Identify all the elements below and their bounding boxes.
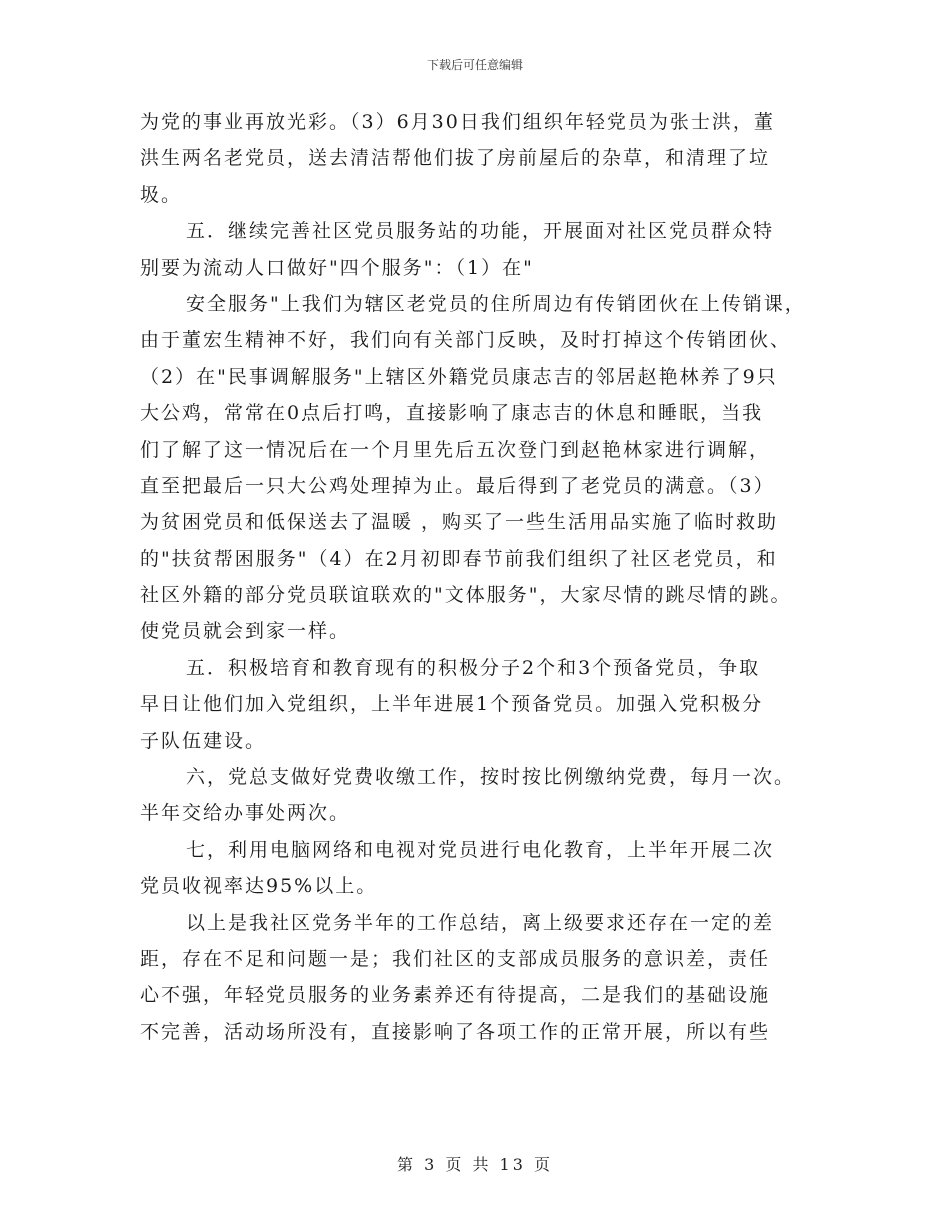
- page-header-note: 下载后可任意编辑: [426, 58, 523, 72]
- text-line: 为贫困党员和低保送去了温暖 ，购买了一些生活用品实施了临时救助: [140, 511, 779, 534]
- text-line: 社区外籍的部分党员联谊联欢的"文体服务"，大家尽情的跳尽情的跳。: [140, 584, 792, 607]
- text-line: 大公鸡，常常在0点后打鸣，直接影响了康志吉的休息和睡眠，当我: [140, 402, 764, 425]
- page-number: 第 3 页 共 13 页: [397, 1155, 553, 1174]
- text-line: 早日让他们加入党组织，上半年进展1个预备党员。加强入党积极分: [140, 693, 764, 716]
- text-line: 心不强，年轻党员服务的业务素养还有待提高，二是我们的基础设施: [140, 984, 771, 1007]
- text-line: 由于董宏生精神不好，我们向有关部门反映，及时打掉这个传销团伙、: [140, 329, 792, 352]
- text-line: 使党员就会到家一样。: [140, 620, 351, 643]
- text-line: 洪生两名老党员，送去清洁帮他们拔了房前屋后的杂草，和清理了垃: [140, 147, 771, 170]
- text-line: 距，存在不足和问题一是；我们社区的支部成员服务的意识差，责任: [140, 947, 771, 970]
- text-line: 为党的事业再放光彩。（3）6月30日我们组织年轻党员为张士洪，董: [140, 111, 775, 133]
- text-line: 以上是我社区党务半年的工作总结，离上级要求还存在一定的差: [186, 911, 775, 934]
- text-line: 们了解了这一情况后在一个月里先后五次登门到赵艳林家进行调解，: [140, 438, 771, 461]
- text-line: 子队伍建设。: [140, 729, 267, 752]
- text-line: 不完善，活动场所没有，直接影响了各项工作的正常开展，所以有些: [140, 1020, 771, 1043]
- text-line: 半年交给办事处两次。: [140, 802, 351, 825]
- text-line: 直至把最后一只大公鸡处理掉为止。最后得到了老党员的满意。（3）: [140, 474, 775, 497]
- text-line: 五．积极培育和教育现有的积极分子2个和3个预备党员，争取: [186, 656, 761, 679]
- text-line: 七，利用电脑网络和电视对党员进行电化教育，上半年开展二次: [186, 838, 775, 861]
- text-line: 党员收视率达95%以上。: [140, 875, 378, 898]
- text-line: 六，党总支做好党费收缴工作，按时按比例缴纳党费，每月一次。: [186, 766, 796, 789]
- text-line: 的"扶贫帮困服务"（4）在2月初即春节前我们组织了社区老党员，和: [140, 547, 778, 570]
- text-line: 五．继续完善社区党员服务站的功能，开展面对社区党员群众特: [186, 220, 775, 243]
- text-line: 安全服务"上我们为辖区老党员的住所周边有传销团伙在上传销课，: [186, 292, 806, 315]
- text-line: （2）在"民事调解服务"上辖区外籍党员康志吉的邻居赵艳林养了9只: [140, 365, 778, 388]
- document-body: [140, 104, 830, 1050]
- text-line: 别要为流动人口做好"四个服务"：（1）在": [140, 256, 534, 279]
- text-line: 圾。: [140, 183, 183, 206]
